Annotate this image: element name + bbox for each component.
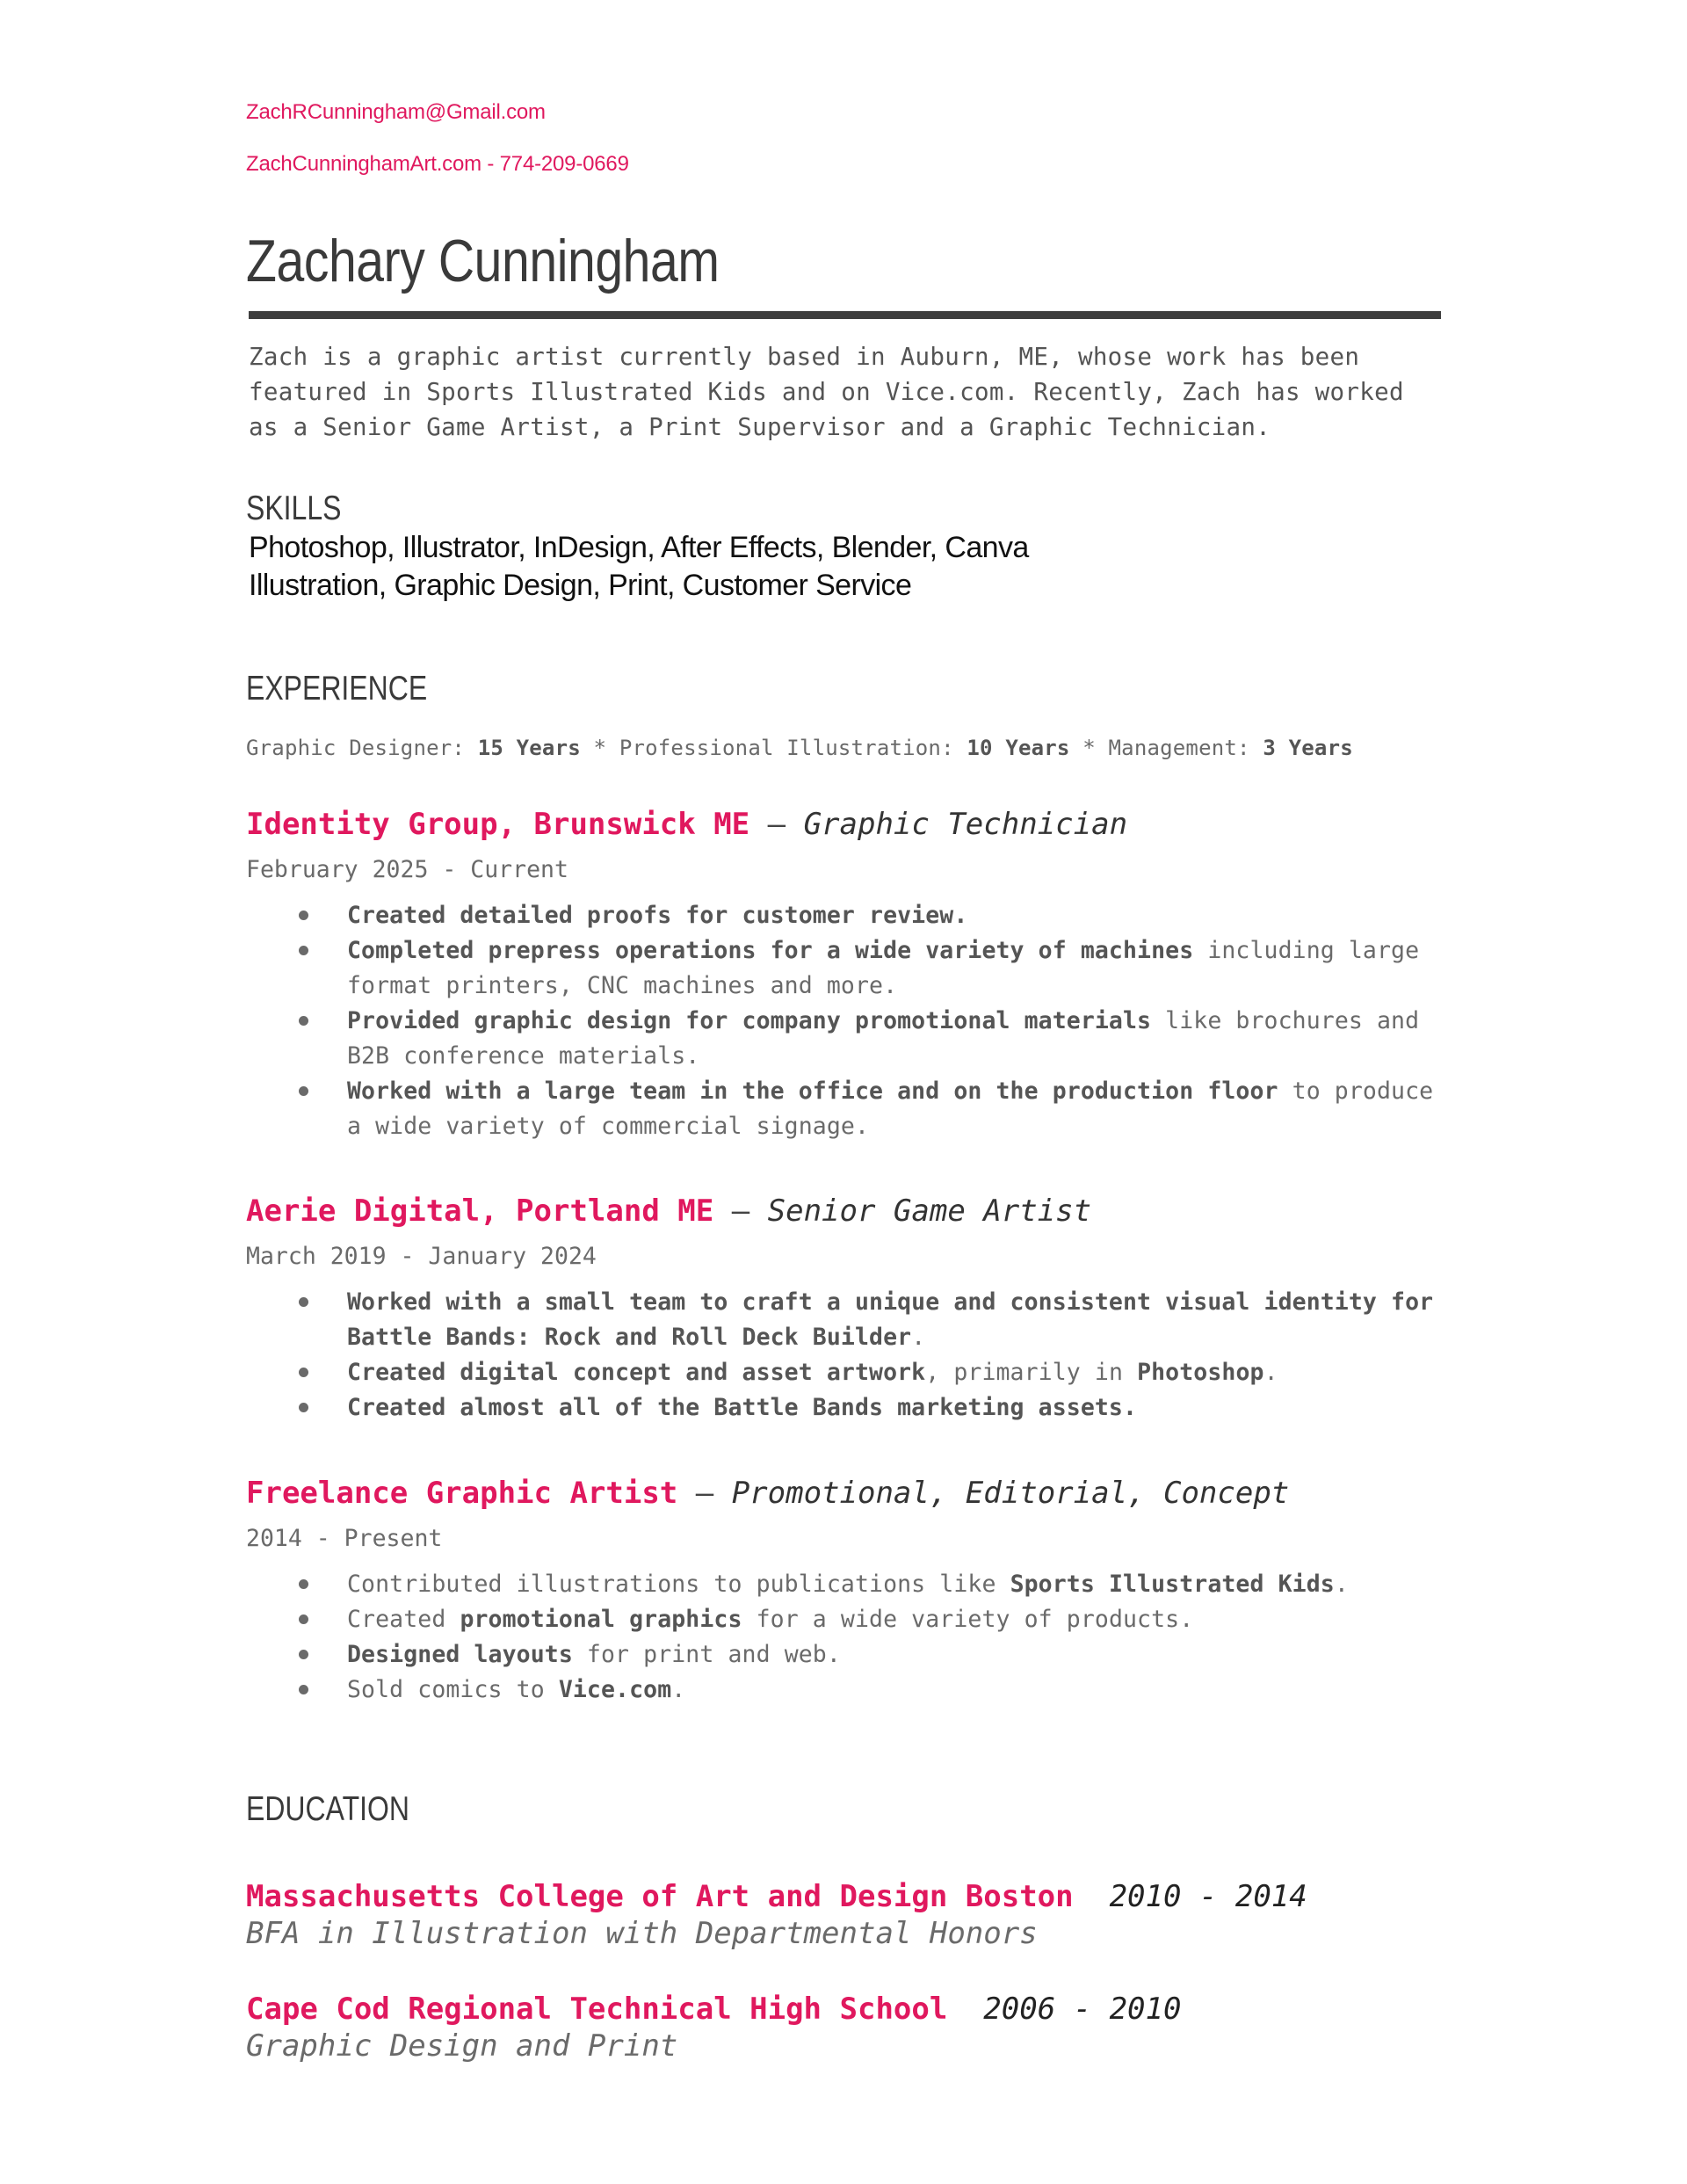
list-item	[246, 1390, 1445, 1426]
bullet-text-bold: promotional graphics	[460, 1606, 742, 1633]
job-company: Freelance Graphic Artist	[246, 1476, 678, 1511]
bullet-text: for a wide variety of products.	[742, 1606, 1194, 1633]
bullet-text-bold: Provided graphic design for company promotional materials	[347, 1007, 1152, 1034]
bullet-text-bold: Created almost all of the Battle Bands marketing assets.	[347, 1394, 1138, 1421]
job-entry	[246, 803, 1459, 1144]
list-item	[246, 1637, 1445, 1672]
job-dates: 2014 - Present	[246, 1525, 443, 1552]
bullet-text-bold: Vice.com	[558, 1676, 672, 1703]
exp-summary-value: 15 Years	[477, 736, 581, 760]
job-entry	[246, 1190, 1459, 1426]
job-title-line	[246, 803, 1459, 845]
job-dates: February 2025 - Current	[246, 856, 568, 883]
list-item	[246, 933, 1445, 1004]
list-item	[246, 898, 1445, 933]
summary-paragraph: Zach is a graphic artist currently based in Auburn, ME, whose work has been featured in Sports Illustrated Kids and on Vice.com. Recently, Zach has worked as a Senior Game Artist, a Print Supervisor and a Graphic Technician.	[249, 343, 1404, 441]
bullet-text-bold: Created digital concept and asset artwork	[347, 1359, 926, 1386]
skills-line-software: Photoshop, Illustrator, InDesign, After Effects, Blender, Canva	[249, 531, 1029, 564]
experience-heading: EXPERIENCE	[246, 670, 428, 707]
exp-summary-label: * Management:	[1069, 736, 1263, 760]
list-item	[246, 1567, 1445, 1602]
bullet-text-bold: Designed layouts	[347, 1641, 573, 1668]
skills-line-disciplines: Illustration, Graphic Design, Print, Customer Service	[249, 569, 912, 602]
job-dash: –	[677, 1476, 732, 1511]
bullet-icon	[299, 1685, 308, 1694]
job-dash: –	[713, 1194, 768, 1229]
list-item	[246, 1602, 1445, 1637]
bullet-text: .	[911, 1324, 926, 1351]
bullet-text: like brochures and B2B conference materials.	[347, 1007, 1420, 1070]
exp-summary-value: 3 Years	[1263, 736, 1353, 760]
education-heading: EDUCATION	[246, 1790, 409, 1828]
job-role: Promotional, Editorial, Concept	[731, 1476, 1290, 1511]
bullet-icon	[299, 1086, 308, 1096]
bullet-text: to produce a wide variety of commercial signage.	[347, 1077, 1434, 1140]
bullet-text: Contributed illustrations to publications like	[347, 1571, 1010, 1598]
bullet-icon	[299, 1579, 308, 1589]
job-bullet-list	[246, 1285, 1459, 1426]
bullet-text: Sold comics to	[347, 1676, 559, 1703]
bullet-icon	[299, 911, 308, 920]
job-role: Senior Game Artist	[767, 1194, 1092, 1229]
list-item	[246, 1004, 1445, 1074]
bullet-text-bold: Photoshop	[1137, 1359, 1264, 1386]
resume-name: Zachary Cunningham	[246, 228, 720, 294]
job-company: Identity Group, Brunswick ME	[246, 807, 750, 842]
education-years: 2010 - 2014	[1109, 1879, 1307, 1914]
exp-summary-label: Graphic Designer:	[246, 736, 478, 760]
job-role: Graphic Technician	[803, 807, 1128, 842]
education-school: Massachusetts College of Art and Design Boston	[246, 1879, 1074, 1914]
education-degree: BFA in Illustration with Departmental Honors	[246, 1916, 1038, 1951]
bullet-icon	[299, 1403, 308, 1412]
experience-years-summary	[246, 736, 1353, 760]
contact-website-phone[interactable]: ZachCunninghamArt.com - 774-209-0669	[246, 152, 629, 176]
bullet-text-bold: Worked with a large team in the office and on the production floor	[347, 1077, 1278, 1105]
list-item	[246, 1355, 1445, 1390]
bullet-text: .	[671, 1676, 686, 1703]
bullet-text: , primarily in	[925, 1359, 1138, 1386]
header-divider	[249, 311, 1441, 319]
education-school: Cape Cod Regional Technical High School	[246, 1992, 948, 2027]
job-company: Aerie Digital, Portland ME	[246, 1194, 714, 1229]
bullet-text: Created	[347, 1606, 460, 1633]
bullet-icon	[299, 946, 308, 955]
job-bullet-list	[246, 898, 1459, 1144]
bullet-text-bold: Sports Illustrated Kids	[1010, 1571, 1335, 1598]
job-dash: –	[749, 807, 804, 842]
bullet-text-bold: Created detailed proofs for customer review.	[347, 902, 968, 929]
education-years: 2006 - 2010	[983, 1992, 1182, 2027]
job-bullet-list	[246, 1567, 1459, 1708]
skills-heading: SKILLS	[246, 490, 342, 527]
education-degree: Graphic Design and Print	[246, 2028, 678, 2064]
job-title-line	[246, 1472, 1459, 1514]
exp-summary-label: * Professional Illustration:	[580, 736, 967, 760]
bullet-icon	[299, 1650, 308, 1659]
bullet-text: including large format printers, CNC machines and more.	[347, 937, 1420, 999]
bullet-icon	[299, 1368, 308, 1377]
bullet-icon	[299, 1297, 308, 1307]
job-dates: March 2019 - January 2024	[246, 1243, 597, 1270]
education-entry	[246, 1878, 1307, 1952]
list-item	[246, 1672, 1445, 1708]
bullet-icon	[299, 1016, 308, 1026]
skills-list	[249, 529, 1029, 605]
job-title-line	[246, 1190, 1459, 1232]
education-entry	[246, 1991, 1181, 2064]
bullet-text: .	[1334, 1571, 1349, 1598]
list-item	[246, 1074, 1445, 1144]
bullet-text-bold: Completed prepress operations for a wide variety of machines	[347, 937, 1194, 964]
bullet-icon	[299, 1614, 308, 1624]
contact-email[interactable]: ZachRCunningham@Gmail.com	[246, 100, 546, 124]
exp-summary-value: 10 Years	[967, 736, 1070, 760]
bullet-text: .	[1263, 1359, 1278, 1386]
job-entry	[246, 1472, 1459, 1708]
bullet-text: for print and web.	[572, 1641, 841, 1668]
list-item	[246, 1285, 1445, 1355]
bullet-text-bold: Worked with a small team to craft a unique and consistent visual identity for Battle Bands: Rock and Roll Deck Builder	[347, 1288, 1434, 1351]
education-school-line	[246, 1878, 1307, 1915]
education-school-line	[246, 1991, 1181, 2028]
